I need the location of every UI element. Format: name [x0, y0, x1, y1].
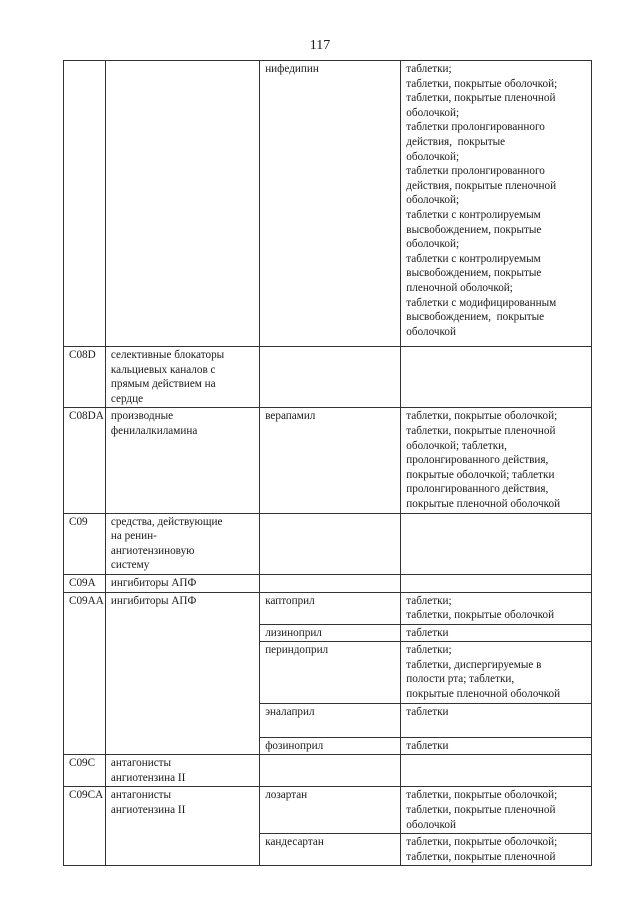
- drug-cell: верапамил: [260, 408, 401, 513]
- form-cell: таблетки; таблетки, покрытые оболочкой: [401, 592, 592, 624]
- form-cell: таблетки; таблетки, покрытые оболочкой; таблетки, покрытые пленочной оболочкой; таблетки пролонгированного действия, покрытые оболочкой; таблетки пролонгированного действия, покрытые пленочной оболочкой; таблетки с контролируемым высвобождением, покрытые оболочкой; таблетки с контролируемым высвобождением, покрытые пленочной оболочкой; таблетки с модифицированным высвобождением, покрытые оболочкой: [401, 61, 592, 347]
- atc-code-cell: C08D: [64, 347, 106, 408]
- form-cell: таблетки: [401, 703, 592, 737]
- form-cell: таблетки: [401, 624, 592, 642]
- drug-cell: [260, 574, 401, 592]
- group-cell: производные фенилалкиламина: [105, 408, 259, 513]
- table-row: [64, 347, 592, 408]
- table-row: [64, 755, 592, 787]
- atc-code-cell: C09CA: [64, 787, 106, 866]
- atc-code-cell: C09C: [64, 755, 106, 787]
- group-cell: ингибиторы АПФ: [105, 574, 259, 592]
- group-cell: [105, 61, 259, 347]
- drug-cell: каптоприл: [260, 592, 401, 624]
- form-cell: [401, 574, 592, 592]
- group-cell: антагонисты ангиотензина II: [105, 787, 259, 866]
- form-cell: таблетки: [401, 737, 592, 755]
- group-cell: селективные блокаторы кальциевых каналов с прямым действием на сердце: [105, 347, 259, 408]
- form-cell: [401, 513, 592, 574]
- drug-cell: лозартан: [260, 787, 401, 834]
- table-row: [64, 408, 592, 513]
- table-row: [64, 787, 592, 834]
- drug-cell: [260, 755, 401, 787]
- drug-cell: нифедипин: [260, 61, 401, 347]
- drug-cell: кандесартан: [260, 834, 401, 866]
- table-row: [64, 592, 592, 624]
- form-cell: таблетки, покрытые оболочкой; таблетки, покрытые пленочной оболочкой: [401, 787, 592, 834]
- atc-code-cell: C09AA: [64, 592, 106, 755]
- drug-cell: лизиноприл: [260, 624, 401, 642]
- drug-cell: [260, 513, 401, 574]
- drug-cell: периндоприл: [260, 642, 401, 703]
- group-cell: ингибиторы АПФ: [105, 592, 259, 755]
- drug-cell: эналаприл: [260, 703, 401, 737]
- atc-code-cell: C09: [64, 513, 106, 574]
- drug-cell: [260, 347, 401, 408]
- form-cell: [401, 347, 592, 408]
- drug-table: [63, 60, 592, 866]
- atc-code-cell: C09A: [64, 574, 106, 592]
- drug-cell: фозиноприл: [260, 737, 401, 755]
- page-number: 117: [309, 38, 331, 53]
- atc-code-cell: [64, 61, 106, 347]
- form-cell: таблетки, покрытые оболочкой; таблетки, покрытые пленочной оболочкой; таблетки, пролонгированного действия, покрытые оболочкой; таблетки пролонгированного действия, покрытые пленочной оболочкой: [401, 408, 592, 513]
- form-cell: таблетки, покрытые оболочкой; таблетки, покрытые пленочной: [401, 834, 592, 866]
- table-row: [64, 574, 592, 592]
- group-cell: средства, действующие на ренин- ангиотензиновую систему: [105, 513, 259, 574]
- group-cell: антагонисты ангиотензина II: [105, 755, 259, 787]
- form-cell: таблетки; таблетки, диспергируемые в полости рта; таблетки, покрытые пленочной оболочкой: [401, 642, 592, 703]
- form-cell: [401, 755, 592, 787]
- table-row: [64, 513, 592, 574]
- table-row: [64, 61, 592, 347]
- atc-code-cell: C08DA: [64, 408, 106, 513]
